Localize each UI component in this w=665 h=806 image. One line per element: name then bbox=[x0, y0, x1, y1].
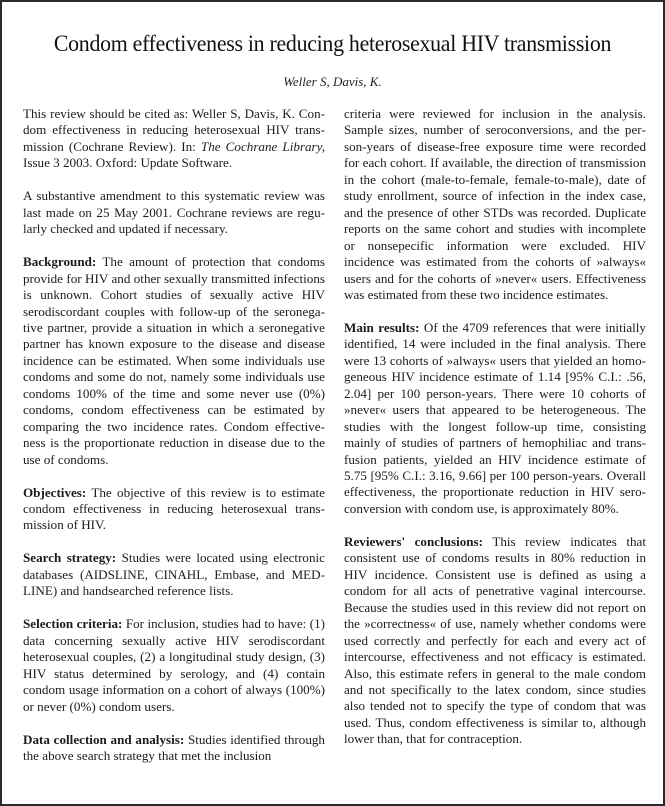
conclusions-heading: Reviewers' conclusions: bbox=[344, 533, 484, 549]
objectives-section bbox=[23, 485, 325, 534]
background-text: The amount of protection that condoms provide for HIV and other sexually transmitted infections is unknown. Cohort studies of sexually active HIV serodiscordant couples with follow-up of the seronegative partner, provide a situation in which a seronegative partner has known exposure to the disease and disease incidence can be estimated. When some individuals use condoms and some do not, namely some individuals use condoms 100% of the time and some never use (0%) condoms, condom effectiveness can be estimated by comparing the two incidence rates. Condom effectiveness is the proportionate reduction in disease due to the use of condoms. bbox=[23, 254, 325, 467]
main-results-heading: Main results: bbox=[344, 319, 420, 335]
selection-criteria-section bbox=[23, 616, 325, 715]
citation-text: This review should be cited as: Weller S, Davis, K. Condom effectiveness in reducing heterosexual HIV transmission (Cochrane Review). In: bbox=[23, 106, 325, 154]
objectives-heading: Objectives: bbox=[23, 484, 87, 500]
amendment-paragraph: A substantive amendment to this systematic review was last made on 25 May 2001. Cochrane reviews are regularly checked and updated if necessary. bbox=[23, 188, 325, 237]
main-results-section bbox=[344, 320, 646, 517]
right-column bbox=[344, 106, 646, 764]
authors: Weller S, Davis, K. bbox=[283, 74, 382, 89]
conclusions-text: This review indicates that consistent use of condoms results in 80% reduction in HIV incidence. Consistent use is defined as using a condom for all acts of penetrative vaginal intercourse. Because the studies used in this review did not report on the »correctness« of use, namely whether condoms were used correctly and perfectly for each and every act of intercourse, effectiveness and not efficacy is estimated. Also, this estimate refers in general to the male condom and not specifically to the latex condom, since studies also tended not to specify the type of condom that was used. Thus, condom effectiveness is similar to, although lower than, that for contraception. bbox=[344, 533, 646, 747]
background-section bbox=[23, 254, 325, 468]
data-collection-continued: criteria were reviewed for inclusion in the analysis. Sample sizes, number of seroconversions, and the person-years of disease-free exposure time were recorded for each cohort. If available, the direction of transmission in the cohort (male-to-female, female-to-male), date of study enrollment, source of infection in the index case, and the presence of other STDs was recorded. Duplicate reports on the same cohort and studies with incomplete or nonsepecific information were excluded. HIV incidence was estimated from the cohorts of »always« users and for the cohorts of »never« users. Effectiveness was estimated from these two incidence estimates. bbox=[344, 106, 646, 302]
citation-paragraph bbox=[23, 106, 325, 172]
citation-issue: Issue 3 2003. Oxford: Update Software. bbox=[23, 155, 233, 171]
left-column bbox=[23, 106, 325, 781]
document-title: Condom effectiveness in reducing heterosexual HIV transmission bbox=[53, 31, 612, 57]
search-strategy-section bbox=[23, 550, 325, 599]
data-collection-heading: Data collection and analysis: bbox=[23, 731, 185, 747]
selection-criteria-heading: Selection criteria: bbox=[23, 616, 123, 632]
conclusions-section bbox=[344, 534, 646, 748]
selection-criteria-text: For inclusion, studies had to have: (1) data concerning sexually active HIV serodiscordant heterosexual couples, (2) a longitudinal study design, (3) HIV status determined by serology, and (4) contain condom usage information on a cohort of always (100%) or never (0%) condom users. bbox=[23, 616, 325, 714]
data-collection-text: Studies identified through the above search strategy that met the inclusion bbox=[23, 731, 325, 763]
data-collection-section bbox=[23, 732, 325, 765]
search-strategy-text: Studies were located using electronic databases (AIDSLINE, CINAHL, Embase, and MEDLINE) and handsearched reference lists. bbox=[23, 550, 325, 599]
journal-name: The Cochrane Library, bbox=[200, 138, 325, 154]
objectives-text: The objective of this review is to estimate condom effectiveness in reducing heterosexual transmission of HIV. bbox=[23, 484, 325, 533]
search-strategy-heading: Search strategy: bbox=[23, 550, 117, 566]
main-results-text: Of the 4709 references that were initially identified, 14 were included in the final analysis. There were 13 cohorts of »always« users that yielded an homogeneous HIV incidence estimate of 1.14 [95% C.I.: .56, 2.04] per 100 person-years. There were 10 cohorts of »never« users that appeared to be heterogeneous. The studies with the longest follow-up time, consisting mainly of studies of partners of hemophiliac and transfusion patients, yielded an HIV incidence estimate of 5.75 [95% C.I.: 3.16, 9.66] per 100 person-years. Overall effectiveness, the proportionate reduction in HIV seroconversion with condom use, is approximately 80%. bbox=[344, 319, 646, 516]
background-heading: Background: bbox=[23, 254, 97, 270]
